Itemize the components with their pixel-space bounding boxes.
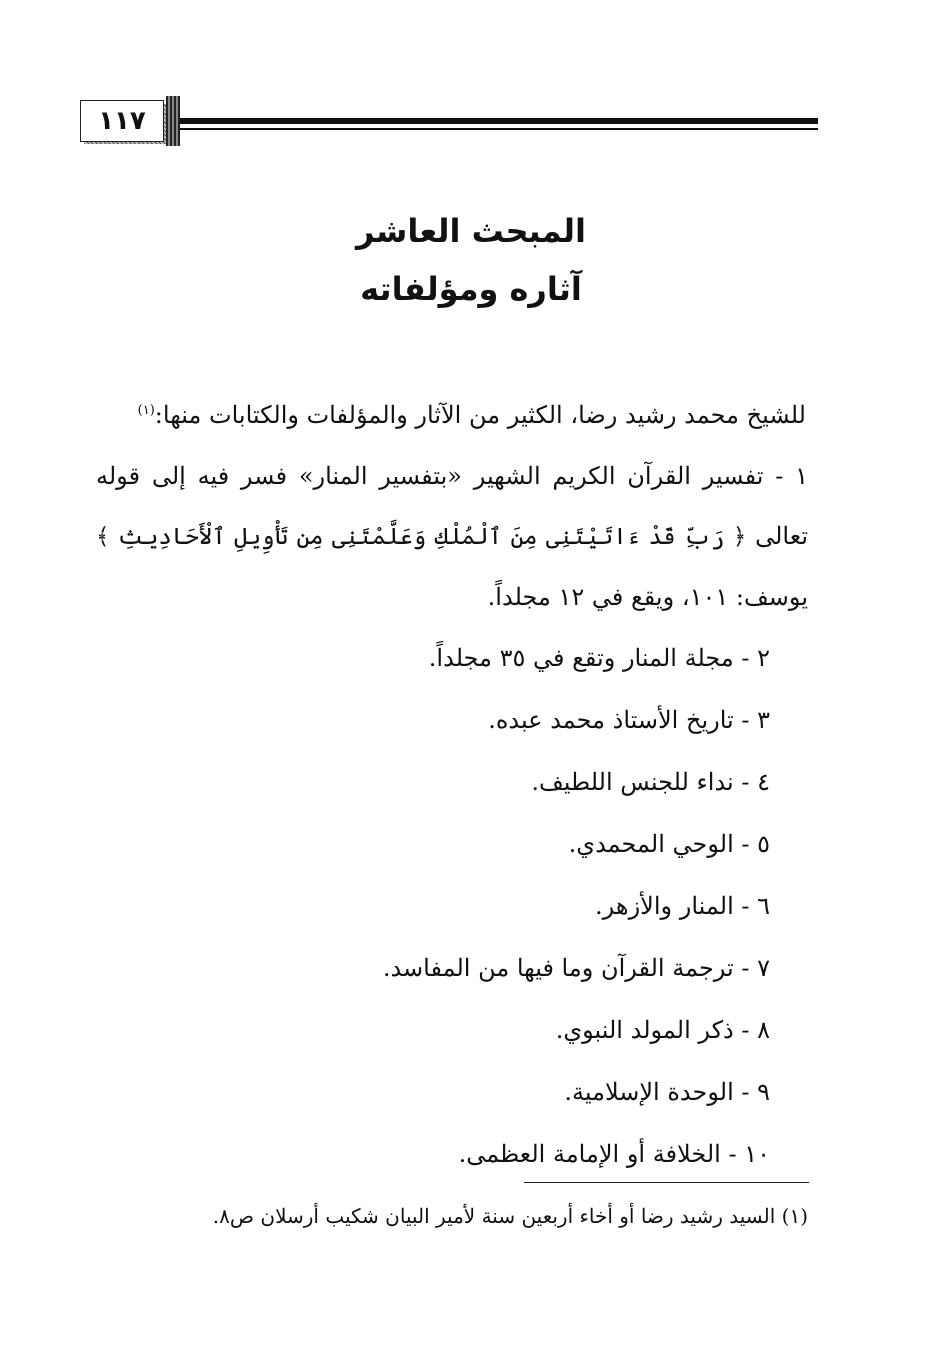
- list-item: ٢ - مجلة المنار وتقع في ٣٥ مجلداً.: [428, 644, 770, 672]
- footnote-divider: [524, 1182, 809, 1183]
- quran-verse: ﴿ رَبِّ قَدْ ءَاتَيْتَنِى مِنَ ٱلْمُلْكِ وَعَلَّمْتَنِى مِن تَأْوِيلِ ٱلْأَحَادِيثِ ﴾: [96, 524, 747, 550]
- list-item: ٧ - ترجمة القرآن وما فيها من المفاسد.: [382, 954, 770, 982]
- list-item: ٣ - تاريخ الأستاذ محمد عبده.: [488, 706, 770, 734]
- list-item-1-ref: يوسف: ١٠١، ويقع في ١٢ مجلداً.: [487, 583, 808, 611]
- page-header: [80, 96, 818, 148]
- header-ornament: [166, 96, 180, 146]
- header-rule-thick: [180, 118, 818, 124]
- list-item: ٥ - الوحي المحمدي.: [568, 830, 770, 858]
- section-title: المبحث العاشر: [355, 212, 586, 250]
- intro-paragraph: [96, 384, 808, 446]
- list-item: ٨ - ذكر المولد النبوي.: [555, 1016, 770, 1044]
- section-subtitle: آثاره ومؤلفاته: [360, 270, 582, 308]
- footnote-reference: (١): [137, 403, 155, 418]
- page-number: ١١٧: [80, 100, 164, 142]
- list-item-1: [96, 446, 808, 627]
- list-item: ٤ - نداء للجنس اللطيف.: [531, 768, 770, 796]
- list-item-1-text: ١ - تفسير القرآن الكريم الشهير «بتفسير المنار» فسر فيه إلى قوله تعالى: [96, 462, 808, 550]
- footnote: (١) السيد رشيد رضا أو أخاء أربعين سنة لأمير البيان شكيب أرسلان ص٨.: [212, 1204, 808, 1228]
- list-item: ٦ - المنار والأزهر.: [595, 892, 770, 920]
- main-content: [96, 384, 808, 1185]
- list-item: ١٠ - الخلافة أو الإمامة العظمى.: [458, 1140, 770, 1168]
- header-rule-thin: [180, 128, 818, 130]
- intro-text: للشيخ محمد رشيد رضا، الكثير من الآثار والمؤلفات والكتابات منها:: [154, 401, 806, 429]
- list-item: ٩ - الوحدة الإسلامية.: [564, 1078, 770, 1106]
